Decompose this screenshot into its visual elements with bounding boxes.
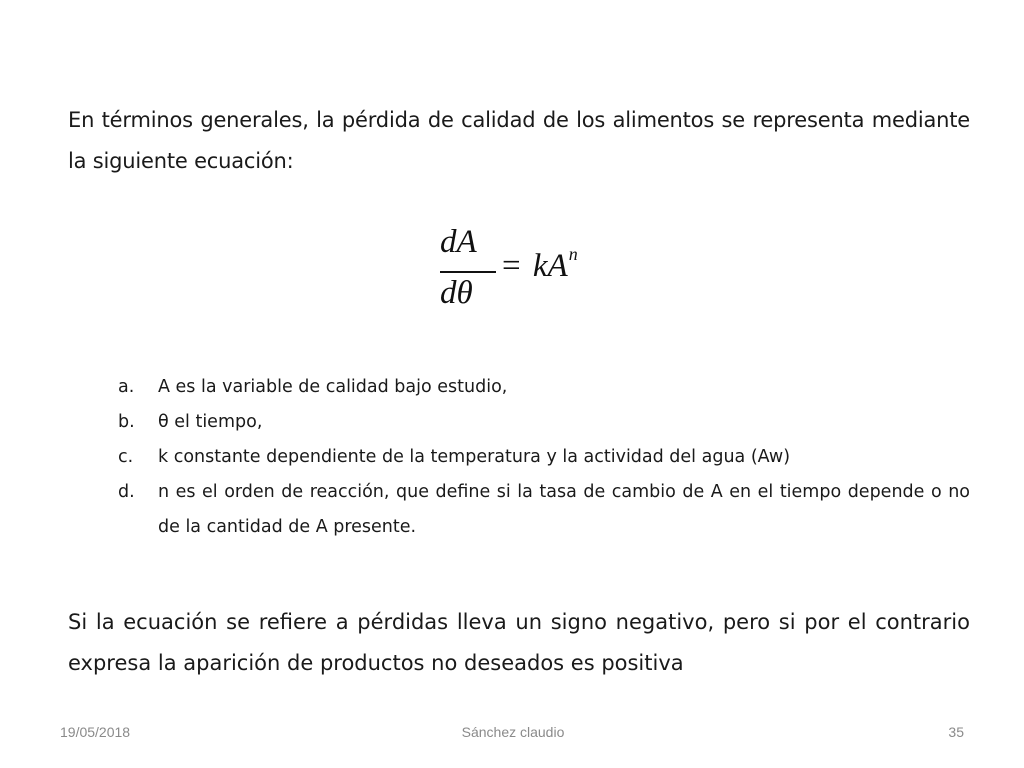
list-item	[118, 440, 970, 475]
equation-base: kA	[532, 248, 568, 284]
list-item	[118, 370, 970, 405]
equation-exponent: n	[568, 244, 578, 264]
intro-paragraph: En términos generales, la pérdida de calidad de los alimentos se representa mediante la siguiente ecuación:	[68, 108, 970, 173]
closing-paragraph: Si la ecuación se refiere a pérdidas lleva un signo negativo, pero si por el contrario expresa la aparición de productos no deseados es positiva	[68, 610, 970, 675]
fraction-bar	[440, 271, 496, 273]
list-marker: d.	[118, 482, 135, 502]
list-marker: c.	[118, 447, 134, 467]
list-marker: a.	[118, 377, 135, 397]
list-item	[118, 475, 970, 545]
equation-denominator: dθ	[440, 275, 473, 311]
footer-page-number: 35	[948, 724, 964, 740]
list-marker: b.	[118, 412, 135, 432]
list-item-text: θ el tiempo,	[158, 412, 263, 432]
footer-author: Sánchez claudio	[461, 724, 565, 740]
equals-sign: =	[502, 248, 521, 284]
footer-date: 19/05/2018	[60, 724, 131, 740]
list-item-text: n es el orden de reacción, que define si la tasa de cambio de A en el tiempo depende o no de la cantidad de A presente.	[158, 482, 970, 537]
list-item-text: A es la variable de calidad bajo estudio,	[158, 377, 508, 397]
quality-loss-equation	[436, 224, 636, 324]
variable-definitions-list	[118, 370, 970, 545]
list-item-text: k constante dependiente de la temperatura y la actividad del agua (Aw)	[158, 447, 791, 467]
equation-right-side	[502, 244, 578, 285]
list-item	[118, 405, 970, 440]
equation-numerator: dA	[440, 224, 477, 260]
